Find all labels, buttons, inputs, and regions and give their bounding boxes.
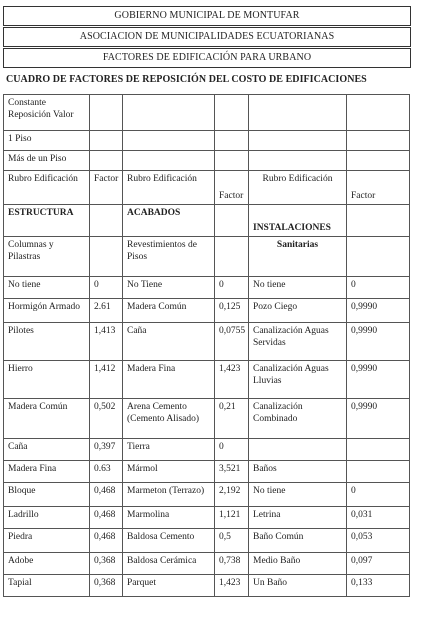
rubro-cell: Marmeton (Terrazo) — [123, 483, 215, 507]
subsection-sanitarias: Sanitarias — [249, 237, 347, 277]
factor-cell: 1,413 — [90, 323, 123, 361]
rubro-cell: No tiene — [4, 277, 90, 299]
col-header-rubro-1: Rubro Edificación — [4, 171, 90, 205]
table-row — [4, 575, 410, 597]
rubro-cell: No tiene — [249, 277, 347, 299]
one-floor-label: 1 Piso — [4, 131, 90, 151]
rubro-cell: Bloque — [4, 483, 90, 507]
rubro-cell: Parquet — [123, 575, 215, 597]
table-row — [4, 439, 410, 461]
rubro-cell: Pozo Ciego — [249, 299, 347, 323]
rubro-cell: Baño Común — [249, 529, 347, 553]
subsection-columnas: Columnas y Pilastras — [4, 237, 90, 277]
rubro-cell: Madera Fina — [123, 361, 215, 399]
rubro-cell: Baldosa Cerámica — [123, 553, 215, 575]
factor-cell — [347, 439, 410, 461]
table-row — [4, 277, 410, 299]
factor-cell: 0,468 — [90, 529, 123, 553]
section-row — [4, 205, 410, 237]
rubro-cell: Baldosa Cemento — [123, 529, 215, 553]
factor-cell: 0 — [215, 439, 249, 461]
one-floor-row — [4, 131, 410, 151]
factor-cell: 0,031 — [347, 507, 410, 529]
rubro-cell: Madera Común — [123, 299, 215, 323]
factor-cell: 0,053 — [347, 529, 410, 553]
subsection-revestimientos: Revestimientos de Pisos — [123, 237, 215, 277]
rubro-cell: No tiene — [249, 483, 347, 507]
factor-cell: 0,9990 — [347, 399, 410, 439]
factor-cell: 0,368 — [90, 575, 123, 597]
table-row — [4, 399, 410, 439]
rubro-cell: Canalización Combinado — [249, 399, 347, 439]
table-row — [4, 507, 410, 529]
rubro-cell: Medio Baño — [249, 553, 347, 575]
section-instalaciones: INSTALACIONES — [249, 205, 347, 237]
factor-cell: 0,097 — [347, 553, 410, 575]
factor-cell: 0,21 — [215, 399, 249, 439]
column-header-row — [4, 171, 410, 205]
factor-cell: 0,468 — [90, 507, 123, 529]
rubro-cell: Arena Cemento (Cemento Alisado) — [123, 399, 215, 439]
table-row — [4, 529, 410, 553]
factor-cell: 0 — [90, 277, 123, 299]
rubro-cell: Mármol — [123, 461, 215, 483]
multi-floor-label: Más de un Piso — [4, 151, 90, 171]
table-row — [4, 299, 410, 323]
table-row — [4, 461, 410, 483]
col-header-factor-2: Factor — [215, 171, 249, 205]
factor-cell: 1,121 — [215, 507, 249, 529]
rubro-cell: Tapial — [4, 575, 90, 597]
factor-cell: 0,9990 — [347, 323, 410, 361]
header-factors: FACTORES DE EDIFICACIÓN PARA URBANO — [3, 48, 411, 68]
section-acabados: ACABADOS — [123, 205, 215, 237]
factor-cell: 0,9990 — [347, 299, 410, 323]
table-row — [4, 361, 410, 399]
factor-cell: 0 — [347, 483, 410, 507]
rubro-cell: Un Baño — [249, 575, 347, 597]
rubro-cell: Hormigón Armado — [4, 299, 90, 323]
factor-cell: 0,9990 — [347, 361, 410, 399]
rubro-cell: Madera Común — [4, 399, 90, 439]
table-title: CUADRO DE FACTORES DE REPOSICIÓN DEL COSTO DE EDIFICACIONES — [6, 74, 367, 85]
factor-cell: 0,5 — [215, 529, 249, 553]
rubro-cell: Canalización Aguas Lluvias — [249, 361, 347, 399]
rubro-cell: Piedra — [4, 529, 90, 553]
table-row — [4, 553, 410, 575]
factor-cell — [347, 461, 410, 483]
factor-cell: 0,397 — [90, 439, 123, 461]
rubro-cell: Letrina — [249, 507, 347, 529]
factor-cell: 0.63 — [90, 461, 123, 483]
col-header-factor-3: Factor — [347, 171, 410, 205]
table-row — [4, 483, 410, 507]
rubro-cell: Caña — [4, 439, 90, 461]
col-header-rubro-2: Rubro Edificación — [123, 171, 215, 205]
constant-label: Constante Reposición Valor — [4, 95, 90, 131]
col-header-rubro-3: Rubro Edificación — [249, 171, 347, 205]
factor-cell: 0,368 — [90, 553, 123, 575]
factor-cell: 1,423 — [215, 361, 249, 399]
factors-table — [3, 94, 410, 597]
subsection-row — [4, 237, 410, 277]
factor-cell: 3,521 — [215, 461, 249, 483]
rubro-cell: Hierro — [4, 361, 90, 399]
section-estructura: ESTRUCTURA — [4, 205, 90, 237]
rubro-cell: Marmolina — [123, 507, 215, 529]
factor-cell: 0,468 — [90, 483, 123, 507]
factor-cell: 1,423 — [215, 575, 249, 597]
rubro-cell: Baños — [249, 461, 347, 483]
rubro-cell — [249, 439, 347, 461]
rubro-cell: Adobe — [4, 553, 90, 575]
factor-cell: 2.61 — [90, 299, 123, 323]
factor-cell: 0,0755 — [215, 323, 249, 361]
factor-cell: 2,192 — [215, 483, 249, 507]
col-header-factor-1: Factor — [90, 171, 123, 205]
header-association: ASOCIACION DE MUNICIPALIDADES ECUATORIANAS — [3, 27, 411, 47]
rubro-cell: Ladrillo — [4, 507, 90, 529]
rubro-cell: Tierra — [123, 439, 215, 461]
rubro-cell: Caña — [123, 323, 215, 361]
multi-floor-row — [4, 151, 410, 171]
header-municipality: GOBIERNO MUNICIPAL DE MONTUFAR — [3, 6, 411, 26]
constant-row — [4, 95, 410, 131]
rubro-cell: Pilotes — [4, 323, 90, 361]
rubro-cell: Madera Fina — [4, 461, 90, 483]
factor-cell: 0 — [347, 277, 410, 299]
rubro-cell: No Tiene — [123, 277, 215, 299]
factor-cell: 0,133 — [347, 575, 410, 597]
factor-cell: 0 — [215, 277, 249, 299]
rubro-cell: Canalización Aguas Servidas — [249, 323, 347, 361]
factor-cell: 0,502 — [90, 399, 123, 439]
factor-cell: 0,125 — [215, 299, 249, 323]
factor-cell: 0,738 — [215, 553, 249, 575]
factor-cell: 1,412 — [90, 361, 123, 399]
table-row — [4, 323, 410, 361]
